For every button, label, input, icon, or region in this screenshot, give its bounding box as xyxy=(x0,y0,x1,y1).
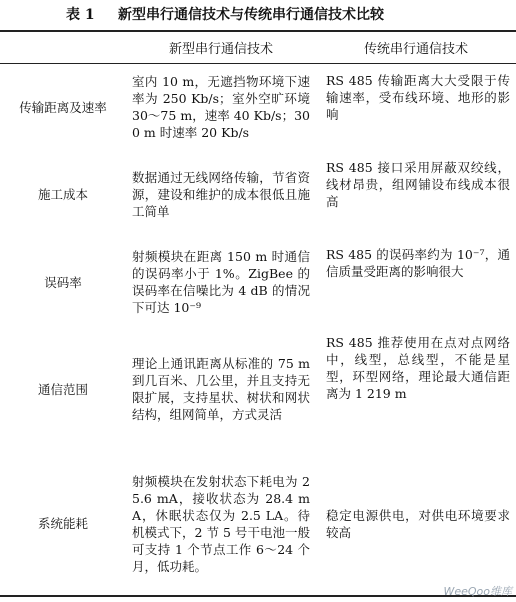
row-label: 误码率 xyxy=(44,274,82,290)
traditional-cell: RS 485 推荐使用在点对点网络中，线型，总线型，不能是星型，环型网络，理论最大通信距离为 1 219 m xyxy=(326,335,510,401)
traditional-cell: RS 485 的误码率约为 10⁻⁷，通信质量受距离的影响很大 xyxy=(326,247,510,279)
header-new-tech: 新型串行通信技术 xyxy=(126,31,316,63)
new-tech-cell: 室内 10 m，无遮挡物环境下速率为 250 Kb/s；室外空旷环境 30～75 m，速率 40 Kb/s；300 m 时速率 20 Kb/s xyxy=(132,74,310,141)
new-tech-cell: 射频模块在距离 150 m 时通信的误码率小于 1%。ZigBee 的误码率在信噪比为 4 dB 的情况下可达 10⁻⁹ xyxy=(132,249,310,315)
header-empty xyxy=(0,31,126,63)
table-row xyxy=(0,63,516,151)
watermark-logo: WeeQoo维库 xyxy=(443,585,512,598)
table-row xyxy=(0,452,516,596)
comparison-table xyxy=(0,30,516,597)
traditional-cell: RS 485 接口采用屏蔽双绞线，线材昂贵，组网铺设布线成本很高 xyxy=(326,160,510,209)
table-caption xyxy=(0,4,516,26)
traditional-cell: RS 485 传输距离大大受限于传输速率，受布线环境、地形的影响 xyxy=(326,72,510,122)
table-row xyxy=(0,151,516,238)
row-label: 传输距离及速率 xyxy=(19,99,107,115)
table-row xyxy=(0,238,516,326)
table-number: 表 1 xyxy=(66,7,95,23)
row-label: 施工成本 xyxy=(37,187,88,202)
table-row xyxy=(0,326,516,452)
new-tech-cell: 射频模块在发射状态下耗电为 25.6 mA，接收状态为 28.4 mA，休眠状态仅为 2.5 LA。待机模式下，2 节 5 号干电池一般可支持 1 个节点工作 6～24 个月，低功耗。 xyxy=(132,473,310,574)
new-tech-cell: 数据通过无线网络传输，节省资源，建设和维护的成本很低且施工简单 xyxy=(132,170,310,219)
table-title: 新型串行通信技术与传统串行通信技术比较 xyxy=(118,7,384,23)
row-label: 通信范围 xyxy=(37,381,88,397)
traditional-cell: 稳定电源供电，对供电环境要求较高 xyxy=(326,507,510,540)
header-row xyxy=(0,31,516,63)
new-tech-cell: 理论上通讯距离从标准的 75 m 到几百米、几公里，并且支持无限扩展，支持星状、树状和网状结构，组网简单，方式灵活 xyxy=(132,356,310,422)
row-label: 系统能耗 xyxy=(0,452,126,596)
header-traditional: 传统串行通信技术 xyxy=(316,31,516,63)
